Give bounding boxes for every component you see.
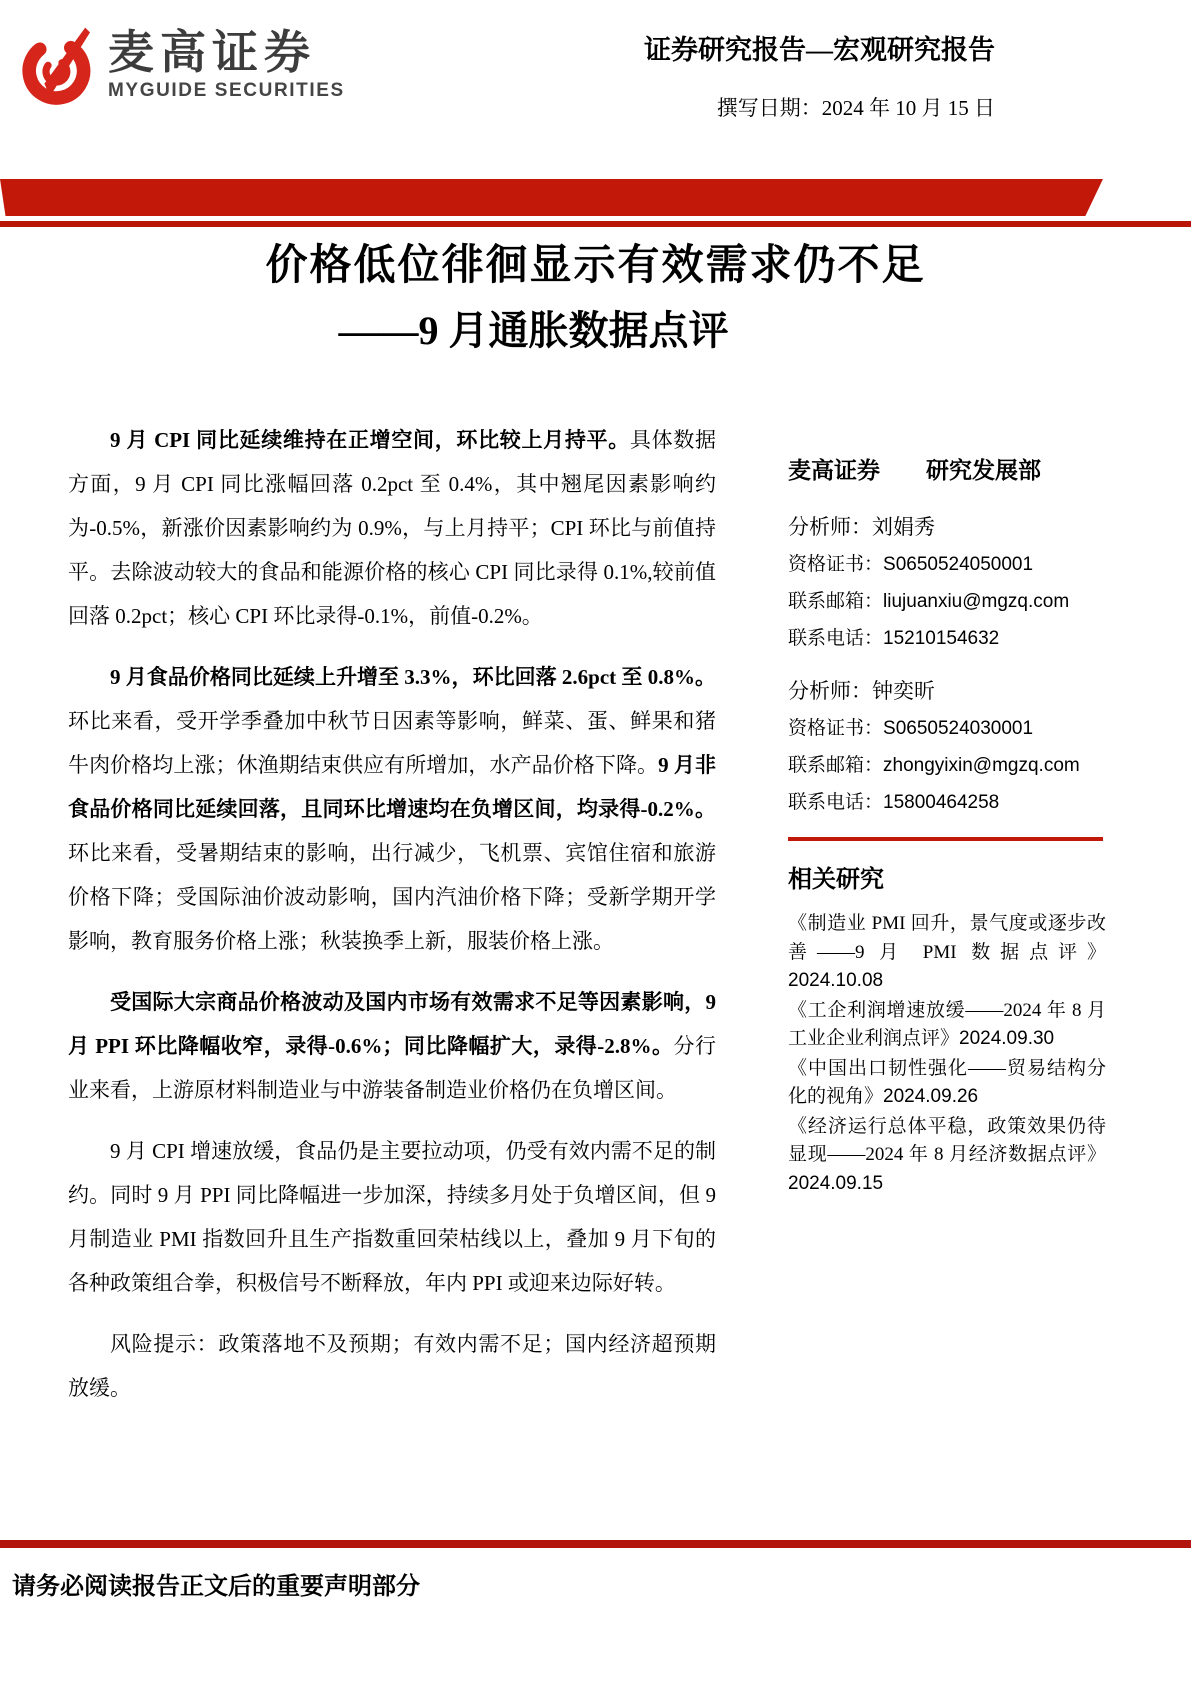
top-accent-line: [0, 221, 1191, 227]
analyst-phone: 联系电话：15800464258: [788, 792, 1000, 813]
sidebar-divider: [788, 837, 1103, 841]
related-research-item: [788, 997, 1106, 1054]
report-title-line1: 价格低位徘徊显示有效需求仍不足: [265, 243, 926, 289]
analyst-block: [788, 509, 1106, 657]
report-body: [68, 418, 716, 1427]
research-item-title: 《工企利润增速放缓——2024 年 8 月工业企业利润点评》: [788, 999, 1106, 1049]
department-company: 麦高证券: [788, 458, 880, 483]
analyst-cert: 资格证书：S0650524050001: [788, 554, 1034, 575]
analyst-name: 分析师：钟奕昕: [788, 679, 935, 703]
paragraph-text: 9 月 CPI 增速放缓，食品仍是主要拉动项，仍受有效内需不足的制约。同时 9 月 PPI 同比降幅进一步加深，持续多月处于负增区间，但 9 月制造业 PMI 指数回升且生产指数重回荣枯线以上，叠加 9 月下旬的各种政策组合拳，积极信号不断释放，年内 PPI 或迎来边际好转。: [68, 1139, 716, 1295]
logo-company-name-en: MYGUIDE SECURITIES: [108, 80, 345, 101]
research-item-date: 2024.09.26: [883, 1086, 979, 1107]
body-paragraph: [68, 1322, 716, 1410]
research-item-date: 2024.09.15: [788, 1172, 884, 1194]
analyst-email: 联系邮箱：zhongyixin@mgzq.com: [788, 755, 1080, 776]
research-item-date: 2024.10.08: [788, 970, 884, 991]
paragraph-text: 具体数据方面，9 月 CPI 同比涨幅回落 0.2pct 至 0.4%，其中翘尾因素影响约为-0.5%，新涨价因素影响约为 0.9%，与上月持平；CPI 环比与前值持平。去除波动较大的食品和能源价格的核心 CPI 同比录得 0.1%,较前值回落 0.2pct；核心 CPI 环比录得-0.1%，前值-0.2%。: [68, 428, 717, 628]
body-paragraph: [68, 1129, 716, 1305]
related-research-item: [788, 1055, 1106, 1112]
department-heading: [788, 452, 1106, 485]
analyst-name: 分析师：刘娟秀: [788, 515, 935, 539]
report-date: 撰写日期：2024 年 10 月 15 日: [716, 96, 995, 120]
research-item-title: 《中国出口韧性强化——贸易结构分化的视角》: [788, 1057, 1106, 1107]
department-name: 研究发展部: [926, 458, 1041, 483]
paragraph-text: 环比来看，受暑期结束的影响，出行减少，飞机票、宾馆住宿和旅游价格下降；受国际油价波动影响，国内汽油价格下降；受新学期开学影响，教育服务价格上涨；秋装换季上新，服装价格上涨。: [68, 841, 716, 953]
analyst-email: 联系邮箱：liujuanxiu@mgzq.com: [788, 591, 1070, 612]
myguide-logo-icon: [18, 26, 98, 106]
paragraph-text: 环比来看，受开学季叠加中秋节日因素等影响，鲜菜、蛋、鲜果和猪牛肉价格均上涨；休渔期结束供应有所增加，水产品价格下降。: [68, 709, 716, 777]
related-research-item: [788, 910, 1106, 996]
body-paragraph: [68, 655, 716, 963]
paragraph-key-point: 9 月食品价格同比延续上升增至 3.3%，环比回落 2.6pct 至 0.8%。: [110, 665, 716, 689]
paragraph-key-point: 9 月非食品价格同比延续回落，且同环比增速均在负增区间，均录得-0.2%。: [68, 753, 717, 821]
analyst-list: [788, 509, 1106, 821]
paragraph-text: 分行业来看，上游原材料制造业与中游装备制造业价格仍在负增区间。: [68, 1034, 717, 1102]
footer-disclaimer: 请务必阅读报告正文后的重要声明部分: [12, 1574, 420, 1600]
report-title-line2: ——9 月通胀数据点评: [338, 308, 729, 353]
body-paragraph: [68, 980, 716, 1112]
header-meta: [644, 34, 995, 122]
report-sidebar: [788, 452, 1106, 1199]
related-research-list: [788, 910, 1106, 1198]
report-title: [0, 240, 1191, 356]
research-item-date: 2024.09.30: [959, 1028, 1055, 1049]
analyst-phone: 联系电话：15210154632: [788, 628, 1000, 649]
paragraph-text: 风险提示：政策落地不及预期；有效内需不足；国内经济超预期放缓。: [68, 1332, 716, 1400]
body-paragraph: [68, 418, 716, 638]
paragraph-key-point: 受国际大宗商品价格波动及国内市场有效需求不足等因素影响，9 月 PPI 环比降幅收窄，录得-0.6%；同比降幅扩大，录得-2.8%。: [68, 990, 716, 1058]
top-accent-bar: [0, 179, 1103, 216]
research-item-title: 《制造业 PMI 回升，景气度或逐步改善——9 月 PMI 数据点评》: [788, 913, 1106, 963]
logo-text: [108, 26, 345, 102]
paragraph-key-point: 9 月 CPI 同比延续维持在正增空间，环比较上月持平。: [110, 428, 630, 452]
report-type-label: 证券研究报告—宏观研究报告: [644, 35, 995, 65]
analyst-cert: 资格证书：S0650524030001: [788, 718, 1034, 739]
related-research-heading: 相关研究: [788, 867, 884, 893]
logo-company-name: 麦高证券: [108, 26, 316, 78]
research-item-title: 《经济运行总体平稳，政策效果仍待显现——2024 年 8 月经济数据点评》: [788, 1115, 1106, 1165]
footer-accent-bar: [0, 1540, 1191, 1548]
analyst-block: [788, 673, 1106, 821]
related-research-item: [788, 1113, 1106, 1199]
company-logo: [18, 26, 345, 106]
